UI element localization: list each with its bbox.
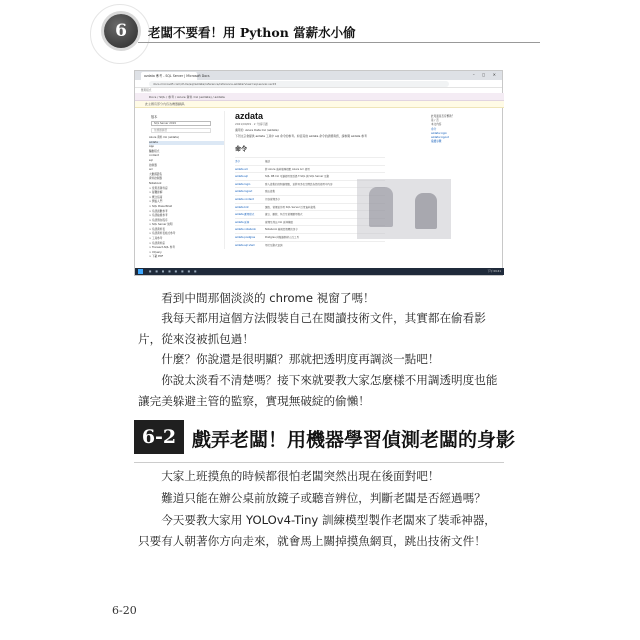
taskbar-icons[interactable]: ■■■■■■■■ xyxy=(149,270,201,273)
sidebar-item[interactable]: > SQL Server 說明 xyxy=(149,223,173,227)
article-intro: 適用於: Azure Data CLI (azdata) xyxy=(235,128,279,132)
command-name-link[interactable]: azdata notebook xyxy=(235,228,256,232)
article-meta: 2021/09/09 · 2 分鐘可讀 xyxy=(235,122,268,126)
command-name-link[interactable]: azdata 應用程式 xyxy=(235,213,255,217)
paragraph: 今天要教大家用 YOLOv4-Tiny 訓練模型製作老闆來了裝乖神器，只要有人朝著你方向走來，就會馬上關掉摸魚網頁，跳出技術文件！ xyxy=(138,513,496,548)
command-description: 將 Azure 資料服務搭配 Azure Arc 使用 xyxy=(265,167,310,171)
sidebar-item[interactable]: 大數據叢集 xyxy=(149,172,162,176)
url-field[interactable]: docs.microsoft.com/zh-tw/sql/azdata/reference/reference-azdata?view=sql-server-ver15 xyxy=(149,81,449,87)
paragraph: 我每天都用這個方法假裝自己在閱讀技術文件，其實都在偷看影片，從來沒被抓包過！ xyxy=(138,311,486,346)
machine-translation-notice: 此主題有部分內容為機器翻譯。 xyxy=(135,101,504,108)
address-bar xyxy=(135,80,502,88)
paragraph: 大家上班摸魚的時候都很怕老闆突然出現在後面對吧！ xyxy=(161,469,440,483)
command-description: 建立、刪除、執行及管理應用程式 xyxy=(265,213,303,217)
browser-tab[interactable]: azdata 參考 - SQL Server | Microsoft Docs xyxy=(141,72,197,80)
sidebar-item[interactable]: > Transact-SQL 參考 xyxy=(149,246,175,250)
sidebar-item[interactable]: > 系統資料表 xyxy=(149,227,165,231)
header-rule xyxy=(138,42,540,43)
sidebar-item[interactable]: > 系統函數參考 xyxy=(149,209,168,213)
table-row xyxy=(235,157,385,165)
page-number: 6-20 xyxy=(112,604,137,617)
command-description: 登出叢集 xyxy=(265,190,276,194)
paragraph: 你說太淡看不清楚嗎？接下來就要教大家怎麼樣不用調透明度也能讓完美躲避主管的監察，實現無破綻的偷懶！ xyxy=(138,373,498,408)
sidebar-item[interactable]: 驅動程式 xyxy=(149,149,160,153)
command-name-link[interactable]: azdata postgres xyxy=(235,235,256,239)
section-title: 戲弄老闆！用機器學習偵測老闆的身影 xyxy=(192,429,516,451)
sidebar-item[interactable]: Azure 資料 CLI (azdata) xyxy=(149,136,179,139)
command-name-link[interactable]: azdata context xyxy=(235,197,254,201)
command-description: SQL DB CLI 可讓使用者透過 T-SQL 與 SQL Server 互動 xyxy=(265,175,330,179)
helpful-prompt: 此頁面是否有幫助？ xyxy=(431,115,455,118)
command-description: 內容管理命令 xyxy=(265,197,281,201)
toc-link[interactable]: azdata login xyxy=(431,131,447,135)
toc-link[interactable]: azdata logout xyxy=(431,136,449,140)
sidebar-item[interactable]: 資料控制器 xyxy=(149,177,162,181)
sidebar-filter-input[interactable]: 依標題篩選 xyxy=(151,128,211,133)
breadcrumb: Docs / SQL / 參考 / Azure 資料 CLI (azdata) / azdata xyxy=(135,93,504,101)
sidebar-item[interactable]: > 疑難排解 xyxy=(149,191,163,195)
bookmarks-bar[interactable]: 應用程式 xyxy=(135,88,502,93)
video-figure xyxy=(369,187,393,227)
paragraph: 看到中間那個淡淡的 chrome 視窗了嗎！ xyxy=(161,291,375,305)
sidebar-item[interactable]: > 使用者資料庫 xyxy=(149,186,168,190)
browser-tab-bar xyxy=(135,71,502,80)
command-description: 管理及列出 CLI 延伸模組 xyxy=(265,220,293,224)
table-row xyxy=(235,241,385,249)
table-row xyxy=(235,165,385,173)
command-name-link[interactable]: azdata arc xyxy=(235,167,249,171)
video-figure xyxy=(415,193,437,229)
paragraph: 難道只能在辦公桌前放鏡子或聽音辨位，判斷老闆是否經過嗎？ xyxy=(161,491,486,505)
sidebar-item[interactable]: App xyxy=(149,145,155,149)
sidebar-item[interactable]: context xyxy=(149,154,159,158)
sidebar-item[interactable]: > 工具參考 xyxy=(149,237,163,241)
helpful-buttons[interactable]: 是 / 否 xyxy=(431,119,439,123)
sidebar-list xyxy=(149,136,224,260)
sidebar-item[interactable]: azdata xyxy=(149,141,224,146)
start-icon[interactable] xyxy=(138,269,143,274)
toc-link[interactable]: 命令 xyxy=(431,127,437,131)
chapter-title: 老闆不要看！用 Python 當薪水小偷 xyxy=(148,25,356,40)
browser-screenshot xyxy=(134,70,503,276)
sidebar-item[interactable]: sql xyxy=(149,158,153,162)
sidebar-item[interactable]: > 系統資料庫 xyxy=(149,241,165,245)
toc-links xyxy=(431,128,499,145)
window-controls[interactable]: – ◻ ✕ xyxy=(472,72,499,77)
chapter-badge: 6 xyxy=(104,14,138,48)
sidebar-item[interactable]: > 系統預存程序 xyxy=(149,218,168,222)
section-rule xyxy=(134,462,504,463)
command-description: Notebook 檢視終端機的命令 xyxy=(265,228,298,232)
toc-link[interactable]: 後續步驟 xyxy=(431,140,442,144)
article-description: 下列文章會提供 azdata 工具中 sql 命令的參考。如需其他 azdata 命令的詳細資訊，請參閱 azdata 參考 xyxy=(235,134,367,138)
command-description: 登入叢集的控制器端點，並將其命名空間設為您的使用中內容 xyxy=(265,182,333,186)
commands-heading: 命令 xyxy=(235,146,248,153)
command-name-link[interactable]: azdata sql xyxy=(235,175,248,179)
docs-sidebar xyxy=(149,111,225,259)
command-name-link[interactable]: azdata sql shell xyxy=(235,243,255,247)
sidebar-item[interactable]: > SQL PowerShell xyxy=(149,204,173,208)
command-description: 描述 xyxy=(265,160,271,163)
windows-taskbar xyxy=(135,268,504,275)
sidebar-item[interactable]: > 下載 PDF xyxy=(149,255,164,259)
sidebar-heading: 版本 xyxy=(151,115,158,119)
command-description: 用於互動式查詢 xyxy=(265,243,283,247)
toc-heading: 本文內容 xyxy=(431,123,442,127)
command-description: Postgres 伺服器開發人員工具 xyxy=(265,235,299,239)
command-name-link[interactable]: azdata logout xyxy=(235,190,253,194)
command-name-link[interactable]: azdata bdc xyxy=(235,205,249,209)
command-description: 選取、管理並作用 SQL Server 巨量資料叢集 xyxy=(265,205,316,209)
command-name-link: 命令 xyxy=(235,160,241,163)
transparent-video-window[interactable] xyxy=(357,179,451,239)
version-select[interactable]: SQL Server 2019 xyxy=(151,121,211,126)
sidebar-item[interactable]: > 開始入門 xyxy=(149,200,163,204)
sidebar-item[interactable]: 控制器 xyxy=(149,163,157,167)
sidebar-item[interactable]: Notebook xyxy=(149,181,162,185)
command-name-link[interactable]: azdata login xyxy=(235,182,251,186)
paragraph: 什麼？你說還是很明顯？那就把透明度再調淡一點吧！ xyxy=(161,352,440,366)
sidebar-item[interactable]: > XQuery xyxy=(149,250,162,254)
sidebar-item[interactable]: arc xyxy=(149,168,154,172)
taskbar-clock: 下午 09:41 xyxy=(487,270,501,273)
article-title: azdata xyxy=(235,111,264,121)
command-name-link[interactable]: azdata 延伸 xyxy=(235,220,250,224)
section-number: 6-2 xyxy=(134,420,184,454)
sidebar-item[interactable]: > 系統資料表格式參考 xyxy=(149,232,176,236)
article-right-column xyxy=(431,115,499,144)
sidebar-item[interactable]: > 概念指南 xyxy=(149,195,163,199)
sidebar-item[interactable]: > 系統檢視參考 xyxy=(149,214,168,218)
